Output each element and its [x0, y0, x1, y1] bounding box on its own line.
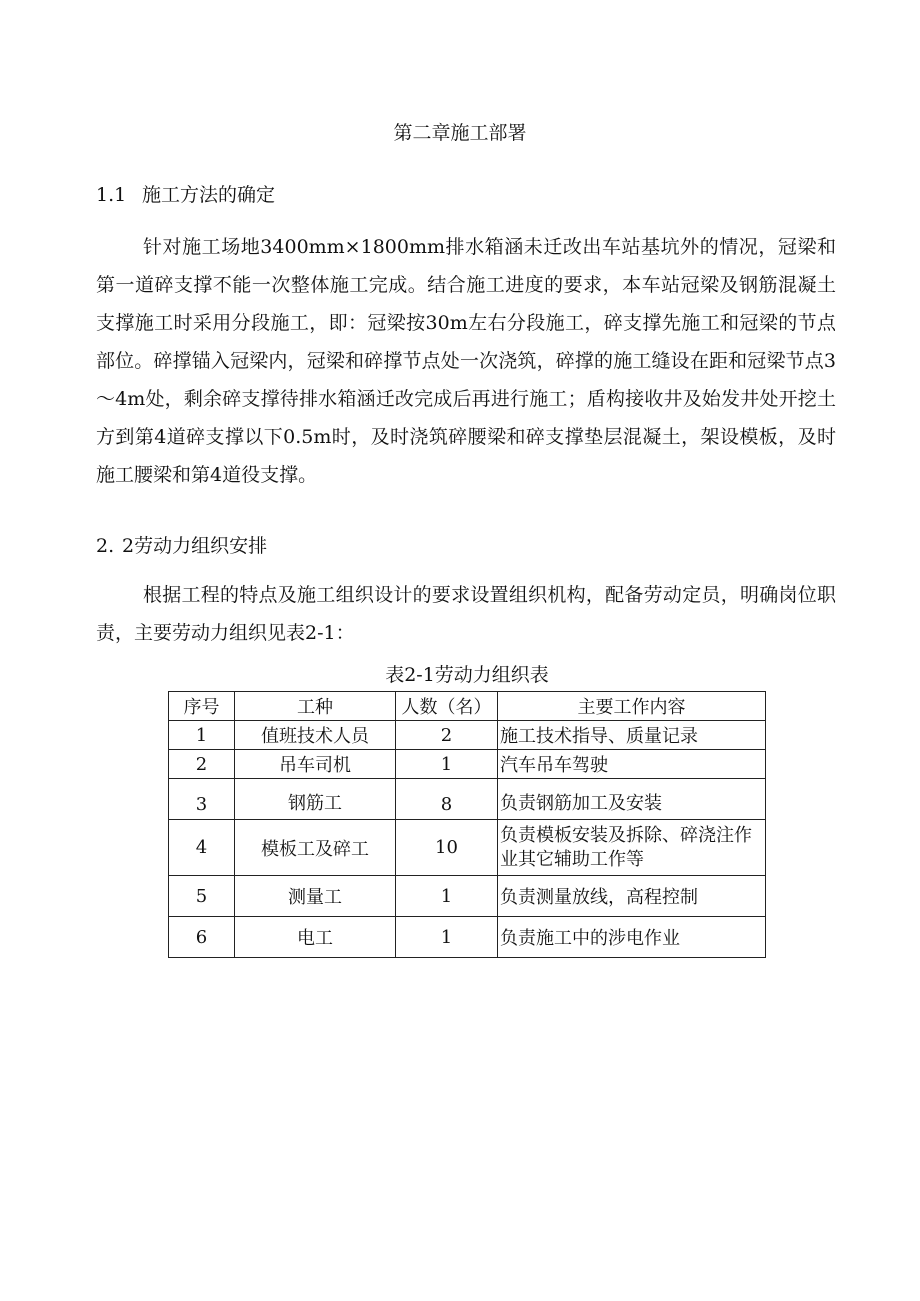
table-row: [169, 820, 766, 876]
table-row: [169, 750, 766, 779]
cell-index: 5: [169, 876, 235, 917]
cell-duty: 负责模板安装及拆除、碎浇注作业其它辅助工作等: [498, 820, 766, 876]
cell-trade: 钢筋工: [235, 779, 396, 820]
cell-duty: 负责施工中的涉电作业: [498, 917, 766, 958]
cell-trade: 值班技术人员: [235, 721, 396, 750]
header-cell: 工种: [235, 692, 396, 721]
cell-count: 10: [396, 820, 498, 876]
cell-count: 1: [396, 876, 498, 917]
cell-duty: 负责测量放线，高程控制: [498, 876, 766, 917]
cell-index: 6: [169, 917, 235, 958]
cell-count: 2: [396, 721, 498, 750]
section-title: 2劳动力组织安排: [122, 535, 268, 557]
table-row: [169, 917, 766, 958]
cell-index: 4: [169, 820, 235, 876]
labor-table: [168, 691, 766, 958]
cell-duty: 汽车吊车驾驶: [498, 750, 766, 779]
section-heading-2: [96, 531, 267, 558]
section-title: 施工方法的确定: [142, 184, 276, 206]
cell-index: 3: [169, 779, 235, 820]
header-cell: 序号: [169, 692, 235, 721]
header-cell: 主要工作内容: [498, 692, 766, 721]
table-header-row: [169, 692, 766, 721]
table-caption: 表2-1劳动力组织表: [385, 664, 549, 686]
section-number: 1.1: [96, 184, 127, 206]
chapter-title: 第二章施工部署: [393, 122, 527, 144]
section-2-paragraph: 根据工程的特点及施工组织设计的要求设置组织机构，配备劳动定员，明确岗位职责，主要劳动力组织见表2-1：: [96, 584, 836, 644]
cell-count: 8: [396, 779, 498, 820]
cell-trade: 吊车司机: [235, 750, 396, 779]
cell-duty: 施工技术指导、质量记录: [498, 721, 766, 750]
cell-trade: 测量工: [235, 876, 396, 917]
cell-trade: 电工: [235, 917, 396, 958]
table-row: [169, 876, 766, 917]
section-heading-1: [96, 180, 275, 207]
table-row: [169, 721, 766, 750]
cell-duty: 负责钢筋加工及安装: [498, 779, 766, 820]
cell-count: 1: [396, 750, 498, 779]
cell-index: 1: [169, 721, 235, 750]
table-row: [169, 779, 766, 820]
header-cell: 人数（名）: [396, 692, 498, 721]
section-1-paragraph: 针对施工场地3400mm×1800mm排水箱涵未迁改出车站基坑外的情况，冠梁和第一道碎支撑不能一次整体施工完成。结合施工进度的要求，本车站冠梁及钢筋混凝土支撑施工时采用分段施工，即：冠梁按30m左右分段施工，碎支撑先施工和冠梁的节点部位。碎撑锚入冠梁内，冠梁和碎撑节点处一次浇筑，碎撑的施工缝设在距和冠梁节点3～4m处，剩余碎支撑待排水箱涵迁改完成后再进行施工；盾构接收井及始发井处开挖土方到第4道碎支撑以下0.5m时，及时浇筑碎腰梁和碎支撑垫层混凝土，架设模板，及时施工腰梁和第4道役支撑。: [96, 236, 836, 486]
cell-trade: 模板工及碎工: [235, 820, 396, 876]
cell-count: 1: [396, 917, 498, 958]
section-number: 2.: [96, 535, 115, 557]
cell-index: 2: [169, 750, 235, 779]
